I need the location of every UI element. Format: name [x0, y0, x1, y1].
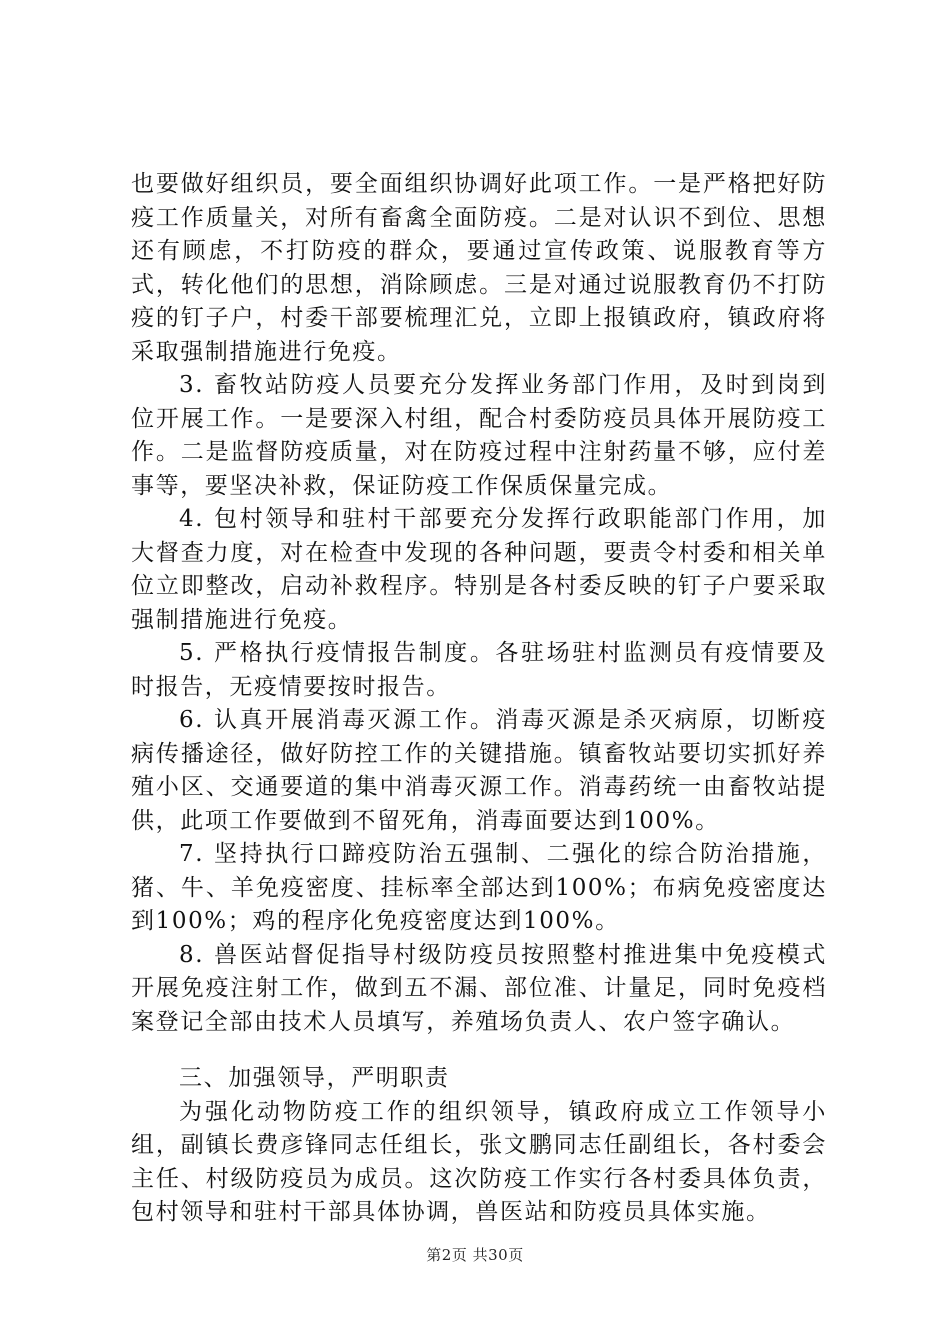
- page-footer: 第2页 共30页: [426, 1246, 524, 1264]
- section-paragraph: 为强化动物防疫工作的组织领导，镇政府成立工作领导小组，副镇长费彦锋同志任组长，张文鹏同志任副组长，各村委会主任、村级防疫员为成员。这次防疫工作实行各村委具体负责，包村领导和驻村干部具体协调，兽医站和防疫员具体实施。: [131, 1098, 827, 1225]
- paragraph-item-7: 7. 坚持执行口蹄疫防治五强制、二强化的综合防治措施，猪、牛、羊免疫密度、挂标率全部达到100%；布病免疫密度达到100%；鸡的程序化免疫密度达到100%。: [131, 841, 827, 934]
- paragraph-item-3: 3. 畜牧站防疫人员要充分发挥业务部门作用，及时到岗到位开展工作。一是要深入村组，配合村委防疫员具体开展防疫工作。二是监督防疫质量，对在防疫过程中注射药量不够，应付差事等，要坚决补救，保证防疫工作保质保量完成。: [131, 372, 827, 499]
- paragraph-item-5: 5. 严格执行疫情报告制度。各驻场驻村监测员有疫情要及时报告，无疫情要按时报告。: [131, 640, 827, 700]
- paragraph-item-8: 8. 兽医站督促指导村级防疫员按照整村推进集中免疫模式开展免疫注射工作，做到五不漏、部位准、计量足，同时免疫档案登记全部由技术人员填写，养殖场负责人、农户签字确认。: [131, 941, 827, 1035]
- section-heading: 三、加强领导，严明职责: [179, 1065, 450, 1091]
- paragraph-continuation: 也要做好组织员，要全面组织协调好此项工作。一是严格把好防疫工作质量关，对所有畜禽全面防疫。二是对认识不到位、思想还有顾虑，不打防疫的群众，要通过宣传政策、说服教育等方式，转化他们的思想，消除顾虑。三是对通过说服教育仍不打防疫的钉子户，村委干部要梳理汇兑，立即上报镇政府，镇政府将采取强制措施进行免疫。: [131, 171, 827, 365]
- paragraph-item-4: 4. 包村领导和驻村干部要充分发挥行政职能部门作用，加大督查力度，对在检查中发现的各种问题，要责令村委和相关单位立即整改，启动补救程序。特别是各村委反映的钉子户要采取强制措施进行免疫。: [131, 506, 827, 633]
- paragraph-item-6: 6. 认真开展消毒灭源工作。消毒灭源是杀灭病原，切断疫病传播途径，做好防控工作的关键措施。镇畜牧站要切实抓好养殖小区、交通要道的集中消毒灭源工作。消毒药统一由畜牧站提供，此项工作要做到不留死角，消毒面要达到100%。: [131, 707, 827, 834]
- document-body: [131, 168, 827, 1230]
